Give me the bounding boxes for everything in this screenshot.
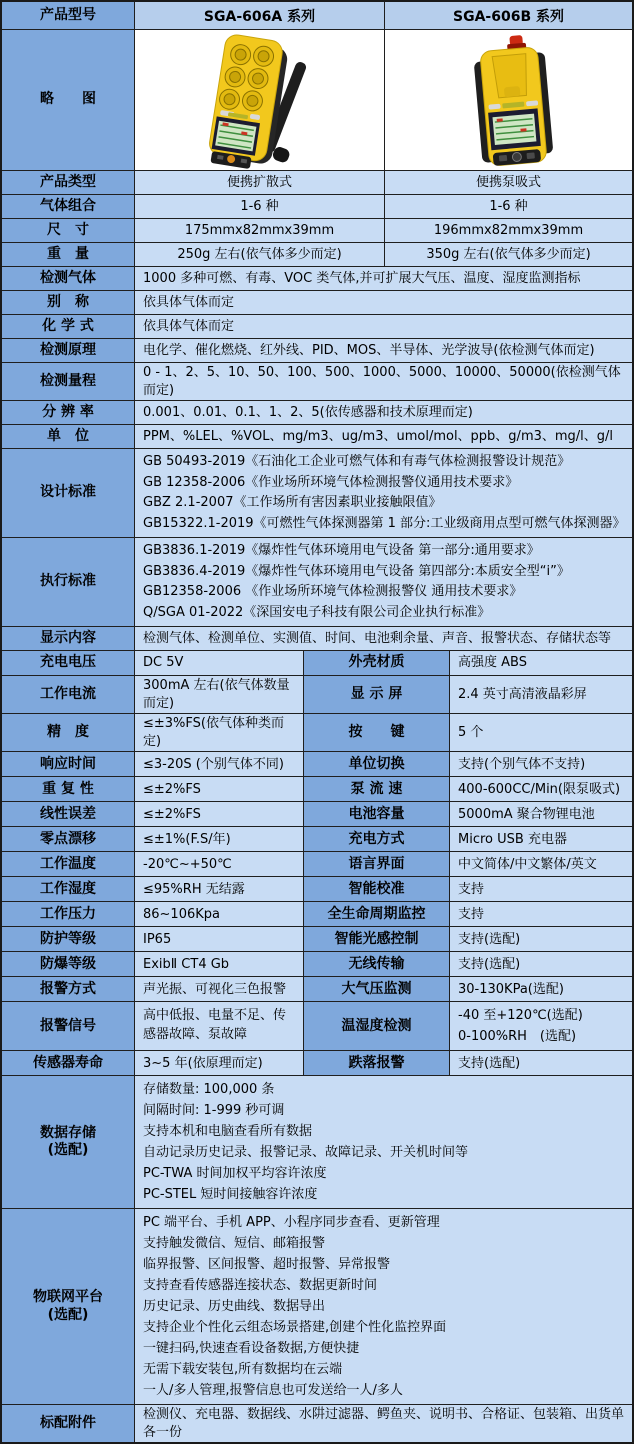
row-label: 充电方式 [304, 827, 450, 851]
row-label: 报警信号 [2, 1002, 135, 1050]
row-label: 尺 寸 [2, 219, 135, 242]
row-value: 依具体气体而定 [135, 291, 632, 314]
row-value: ≤95%RH 无结露 [135, 877, 304, 901]
row-label: 精 度 [2, 714, 135, 751]
device-b-image-cell [385, 30, 632, 170]
table-row [2, 802, 632, 827]
row-value: 0.001、0.01、0.1、1、2、5(依传感器和技术原理而定) [135, 401, 632, 424]
row-value: 0 - 1、2、5、10、50、100、500、1000、5000、10000、50000(依检测气体而定) [135, 363, 632, 400]
standard-line: Q/SGA 01-2022《深国安电子科技有限公司企业执行标准》 [143, 604, 491, 620]
row-label: 气体组合 [2, 195, 135, 218]
table-row [2, 538, 632, 627]
diffusion-detector-image [135, 31, 384, 170]
row-label: 传感器寿命 [2, 1051, 135, 1075]
value-b: 便携泵吸式 [385, 171, 632, 194]
row-label: 工作压力 [2, 902, 135, 926]
value-a: 175mmx82mmx39mm [135, 219, 385, 242]
feature-line: 间隔时间: 1-999 秒可调 [143, 1103, 285, 1119]
row-label: 显 示 屏 [304, 676, 450, 713]
row-label: 响应时间 [2, 752, 135, 776]
row-label: 工作湿度 [2, 877, 135, 901]
table-row [2, 714, 632, 752]
row-label: 执行标准 [2, 538, 135, 626]
feature-line: PC-TWA 时间加权平均容许浓度 [143, 1166, 327, 1182]
value-b: 196mmx82mmx39mm [385, 219, 632, 242]
design-standards-list [135, 449, 632, 537]
device-a-image-cell [135, 30, 385, 170]
table-row [2, 1076, 632, 1209]
table-row [2, 339, 632, 363]
header-series-b: SGA-606B 系列 [385, 2, 632, 29]
row-label: 温湿度检测 [304, 1002, 450, 1050]
row-label: 检测原理 [2, 339, 135, 362]
header-model-label: 产品型号 [2, 2, 135, 29]
feature-line: 存储数量: 100,000 条 [143, 1082, 275, 1098]
value-a: 便携扩散式 [135, 171, 385, 194]
feature-line: 支持查看传感器连接状态、数据更新时间 [143, 1278, 378, 1294]
table-row [2, 827, 632, 852]
standard-line: GB15322.1-2019《可燃性气体探测器第 1 部分:工业级商用点型可燃气体探测器》 [143, 515, 626, 531]
table-row [2, 777, 632, 802]
value-b: 1-6 种 [385, 195, 632, 218]
label-line: (选配) [47, 1306, 89, 1323]
feature-line: 一键扫码,快速查看设备数据,方便快捷 [143, 1341, 360, 1357]
row-label: 检测量程 [2, 363, 135, 400]
row-value: Micro USB 充电器 [450, 827, 632, 851]
sketch-label: 略 图 [2, 30, 135, 170]
data-storage-label [2, 1076, 135, 1208]
feature-line: PC 端平台、手机 APP、小程序同步查看、更新管理 [143, 1215, 440, 1231]
row-label: 按 键 [304, 714, 450, 751]
row-value: 1000 多种可燃、有毒、VOC 类气体,并可扩展大气压、温度、湿度监测指标 [135, 267, 632, 290]
value-line: 0-100%RH (选配) [458, 1029, 577, 1045]
temp-humidity-value [450, 1002, 632, 1050]
row-label: 充电电压 [2, 651, 135, 675]
table-row [2, 2, 632, 30]
row-value: ≤±3%FS(依气体种类而定) [135, 714, 304, 751]
value-a: 250g 左右(依气体多少而定) [135, 243, 385, 266]
row-value: 高中低报、电量不足、传感器故障、泵故障 [135, 1002, 304, 1050]
table-row [2, 219, 632, 243]
feature-line: 支持触发微信、短信、邮箱报警 [143, 1236, 326, 1252]
row-value: -20℃~+50℃ [135, 852, 304, 876]
table-row [2, 267, 632, 291]
row-value: PPM、%LEL、%VOL、mg/m3、ug/m3、umol/mol、ppb、g/m3、mg/l、g/l [135, 425, 632, 448]
row-label: 单 位 [2, 425, 135, 448]
standard-line: GB 12358-2006《作业场所环境气体检测报警仪通用技术要求》 [143, 474, 519, 490]
table-row [2, 1051, 632, 1076]
feature-line: 无需下载安装包,所有数据均在云端 [143, 1362, 343, 1378]
row-label: 单位切换 [304, 752, 450, 776]
row-label: 跌落报警 [304, 1051, 450, 1075]
table-row [2, 952, 632, 977]
row-label: 重 量 [2, 243, 135, 266]
row-label: 线性误差 [2, 802, 135, 826]
table-row [2, 315, 632, 339]
row-label: 全生命周期监控 [304, 902, 450, 926]
row-value: 支持(个别气体不支持) [450, 752, 632, 776]
row-value: 400-600CC/Min(限泵吸式) [450, 777, 632, 801]
iot-platform-label [2, 1209, 135, 1404]
row-label: 产品类型 [2, 171, 135, 194]
row-value: 300mA 左右(依气体数量而定) [135, 676, 304, 713]
table-row [2, 363, 632, 401]
row-label: 标配附件 [2, 1405, 135, 1442]
value-a: 1-6 种 [135, 195, 385, 218]
feature-line: 历史记录、历史曲线、数据导出 [143, 1299, 326, 1315]
table-row [2, 291, 632, 315]
row-value: 支持 [450, 877, 632, 901]
row-label: 无线传输 [304, 952, 450, 976]
pump-detector-image [385, 31, 632, 170]
feature-line: 支持企业个性化云组态场景搭建,创建个性化监控界面 [143, 1320, 447, 1336]
feature-line: 支持本机和电脑查看所有数据 [143, 1124, 313, 1140]
row-label: 智能校准 [304, 877, 450, 901]
row-label: 大气压监测 [304, 977, 450, 1001]
row-value: 5 个 [450, 714, 632, 751]
row-value: 支持 [450, 902, 632, 926]
value-line: -40 至+120℃(选配) [458, 1008, 583, 1024]
table-row [2, 30, 632, 171]
standard-line: GB 50493-2019《石油化工企业可燃气体和有毒气体检测报警设计规范》 [143, 454, 571, 470]
row-label: 电池容量 [304, 802, 450, 826]
row-label: 防护等级 [2, 927, 135, 951]
row-value: 高强度 ABS [450, 651, 632, 675]
header-series-a: SGA-606A 系列 [135, 2, 385, 29]
row-label: 化 学 式 [2, 315, 135, 338]
table-row [2, 651, 632, 676]
row-value: 86~106Kpa [135, 902, 304, 926]
row-value: 声光振、可视化三色报警 [135, 977, 304, 1001]
row-value: 依具体气体而定 [135, 315, 632, 338]
table-row [2, 1405, 632, 1442]
label-line: 数据存储 [40, 1124, 96, 1141]
table-row [2, 1209, 632, 1405]
label-line: 物联网平台 [33, 1289, 103, 1306]
table-row [2, 401, 632, 425]
table-row [2, 1002, 632, 1051]
row-label: 语言界面 [304, 852, 450, 876]
table-row [2, 627, 632, 651]
row-value: 5000mA 聚合物锂电池 [450, 802, 632, 826]
row-value: 检测仪、充电器、数据线、水阱过滤器、鳄鱼夹、说明书、合格证、包装箱、出货单各一份 [135, 1405, 632, 1442]
table-row [2, 977, 632, 1002]
standard-line: GBZ 2.1-2007《工作场所有害因素职业接触限值》 [143, 495, 442, 511]
row-label: 分 辨 率 [2, 401, 135, 424]
row-label: 防爆等级 [2, 952, 135, 976]
table-row [2, 752, 632, 777]
row-value: IP65 [135, 927, 304, 951]
value-b: 350g 左右(依气体多少而定) [385, 243, 632, 266]
table-row [2, 449, 632, 538]
standard-line: GB3836.1-2019《爆炸性气体环境用电气设备 第一部分:通用要求》 [143, 543, 540, 559]
row-label: 检测气体 [2, 267, 135, 290]
row-label: 设计标准 [2, 449, 135, 537]
row-value: 支持(选配) [450, 1051, 632, 1075]
row-label: 智能光感控制 [304, 927, 450, 951]
table-row [2, 877, 632, 902]
row-label: 泵 流 速 [304, 777, 450, 801]
execution-standards-list [135, 538, 632, 626]
row-label: 工作温度 [2, 852, 135, 876]
row-value: 支持(选配) [450, 927, 632, 951]
feature-line: 自动记录历史记录、报警记录、故障记录、开关机时间等 [143, 1145, 469, 1161]
row-label: 显示内容 [2, 627, 135, 650]
row-value: 检测气体、检测单位、实测值、时间、电池剩余量、声音、报警状态、存储状态等 [135, 627, 632, 650]
row-value: 2.4 英寸高清液晶彩屏 [450, 676, 632, 713]
feature-line: 一人/多人管理,报警信息也可发送给一人/多人 [143, 1383, 403, 1399]
table-row [2, 243, 632, 267]
row-label: 重 复 性 [2, 777, 135, 801]
data-storage-list [135, 1076, 632, 1208]
row-value: 3~5 年(依原理而定) [135, 1051, 304, 1075]
table-row [2, 852, 632, 877]
row-value: DC 5V [135, 651, 304, 675]
row-value: 支持(选配) [450, 952, 632, 976]
table-row [2, 171, 632, 195]
row-value: ≤±2%FS [135, 802, 304, 826]
table-row [2, 425, 632, 449]
feature-line: 临界报警、区间报警、超时报警、异常报警 [143, 1257, 391, 1273]
row-value: 电化学、催化燃烧、红外线、PID、MOS、半导体、光学波导(依检测气体而定) [135, 339, 632, 362]
row-value: 中文简体/中文繁体/英文 [450, 852, 632, 876]
table-row [2, 676, 632, 714]
iot-platform-list [135, 1209, 632, 1404]
row-value: ≤±2%FS [135, 777, 304, 801]
row-value: 30-130KPa(选配) [450, 977, 632, 1001]
row-label: 外壳材质 [304, 651, 450, 675]
table-row [2, 902, 632, 927]
label-line: (选配) [47, 1142, 89, 1159]
table-row [2, 927, 632, 952]
row-value: ExibⅡ CT4 Gb [135, 952, 304, 976]
row-label: 别 称 [2, 291, 135, 314]
standard-line: GB12358-2006 《作业场所环境气体检测报警仪 通用技术要求》 [143, 584, 523, 600]
row-value: ≤±1%(F.S/年) [135, 827, 304, 851]
table-row [2, 195, 632, 219]
standard-line: GB3836.4-2019《爆炸性气体环境用电气设备 第四部分:本质安全型“i”》 [143, 563, 570, 579]
feature-line: PC-STEL 短时间接触容许浓度 [143, 1187, 318, 1203]
row-label: 工作电流 [2, 676, 135, 713]
row-value: ≤3-20S (个别气体不同) [135, 752, 304, 776]
row-label: 报警方式 [2, 977, 135, 1001]
row-label: 零点漂移 [2, 827, 135, 851]
